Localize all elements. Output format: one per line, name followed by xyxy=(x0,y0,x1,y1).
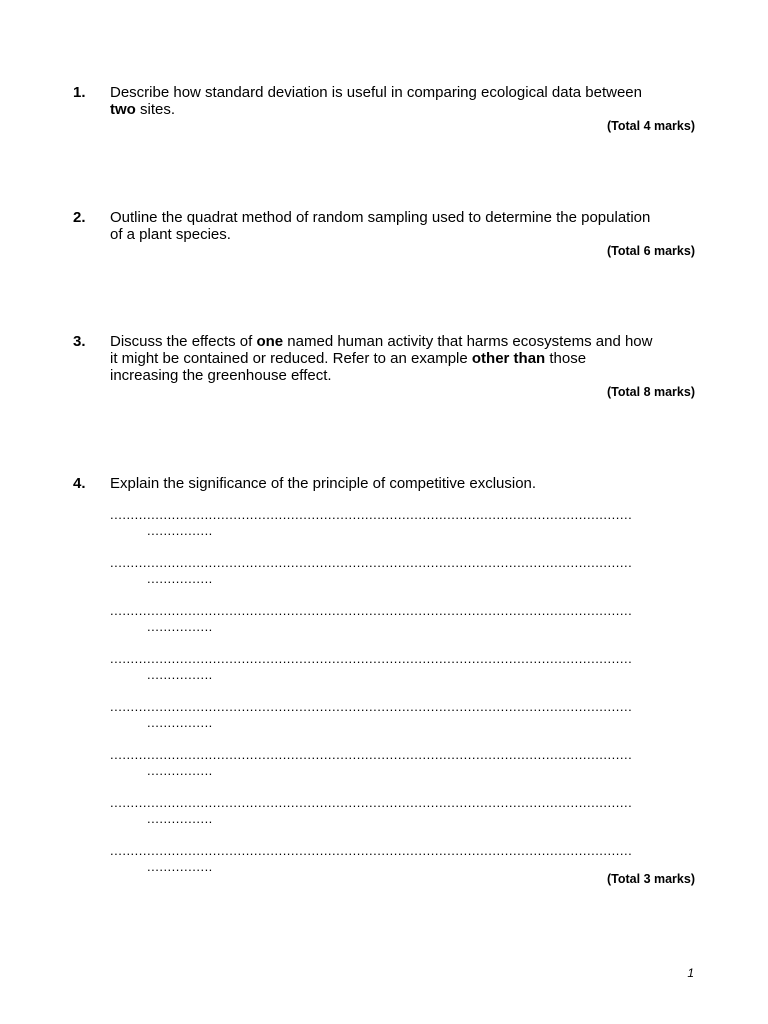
question-1 xyxy=(73,84,695,134)
answer-line-dots: ............................................................................................................................... xyxy=(110,651,633,666)
answer-line-dots-continued: ................ xyxy=(147,763,213,778)
answer-line-dots: ............................................................................................................................... xyxy=(110,699,633,714)
answer-line-dots: ............................................................................................................................... xyxy=(110,795,633,810)
total-marks: (Total 3 marks) xyxy=(607,872,695,886)
question-text xyxy=(110,475,655,492)
answer-line-dots-continued: ................ xyxy=(147,859,213,874)
question-number: 4. xyxy=(73,475,86,492)
question-3 xyxy=(73,333,695,400)
question-text-part: those increasing the greenhouse effect. xyxy=(110,350,587,384)
question-text xyxy=(110,84,655,118)
total-marks: (Total 6 marks) xyxy=(607,244,695,258)
total-marks: (Total 8 marks) xyxy=(607,385,695,399)
question-text-emphasis: two xyxy=(110,101,136,118)
question-text-part: Outline the quadrat method of random sampling used to determine the population of a plant species. xyxy=(110,209,651,243)
question-text-part: Explain the significance of the principle of competitive exclusion. xyxy=(110,475,537,492)
question-text-part: Describe how standard deviation is useful in comparing ecological data between xyxy=(110,84,642,101)
question-text xyxy=(110,333,655,384)
answer-line-dots: ............................................................................................................................... xyxy=(110,507,633,522)
answer-lines xyxy=(110,507,695,874)
question-text-part: sites. xyxy=(135,101,176,118)
answer-line-dots-continued: ................ xyxy=(147,667,213,682)
answer-line[interactable] xyxy=(110,507,695,555)
answer-line-dots-continued: ................ xyxy=(147,811,213,826)
question-4 xyxy=(73,475,695,887)
question-text xyxy=(110,209,655,243)
answer-line-dots: ............................................................................................................................... xyxy=(110,747,633,762)
answer-line-dots-continued: ................ xyxy=(147,523,213,538)
question-number: 1. xyxy=(73,84,86,101)
answer-line[interactable] xyxy=(110,699,695,747)
page-number: 1 xyxy=(687,966,694,980)
answer-line-dots: ............................................................................................................................... xyxy=(110,603,633,618)
answer-line-dots-continued: ................ xyxy=(147,571,213,586)
answer-line-dots: ............................................................................................................................... xyxy=(110,555,633,570)
question-text-emphasis: other than xyxy=(471,350,546,367)
answer-line[interactable] xyxy=(110,603,695,651)
answer-line[interactable] xyxy=(110,555,695,603)
total-marks: (Total 4 marks) xyxy=(607,119,695,133)
question-text-emphasis: one xyxy=(256,333,284,350)
answer-line[interactable] xyxy=(110,651,695,699)
answer-line-dots: ............................................................................................................................... xyxy=(110,843,633,858)
answer-line-dots-continued: ................ xyxy=(147,715,213,730)
question-text-part: Discuss the effects of xyxy=(110,333,257,350)
answer-line[interactable] xyxy=(110,843,695,874)
answer-line[interactable] xyxy=(110,795,695,843)
answer-line[interactable] xyxy=(110,747,695,795)
question-2 xyxy=(73,209,695,259)
question-number: 3. xyxy=(73,333,86,350)
question-text-part: named human activity that harms ecosystems and how it might be contained or reduced. Refer to an example xyxy=(110,333,653,367)
question-number: 2. xyxy=(73,209,86,226)
answer-line-dots-continued: ................ xyxy=(147,619,213,634)
